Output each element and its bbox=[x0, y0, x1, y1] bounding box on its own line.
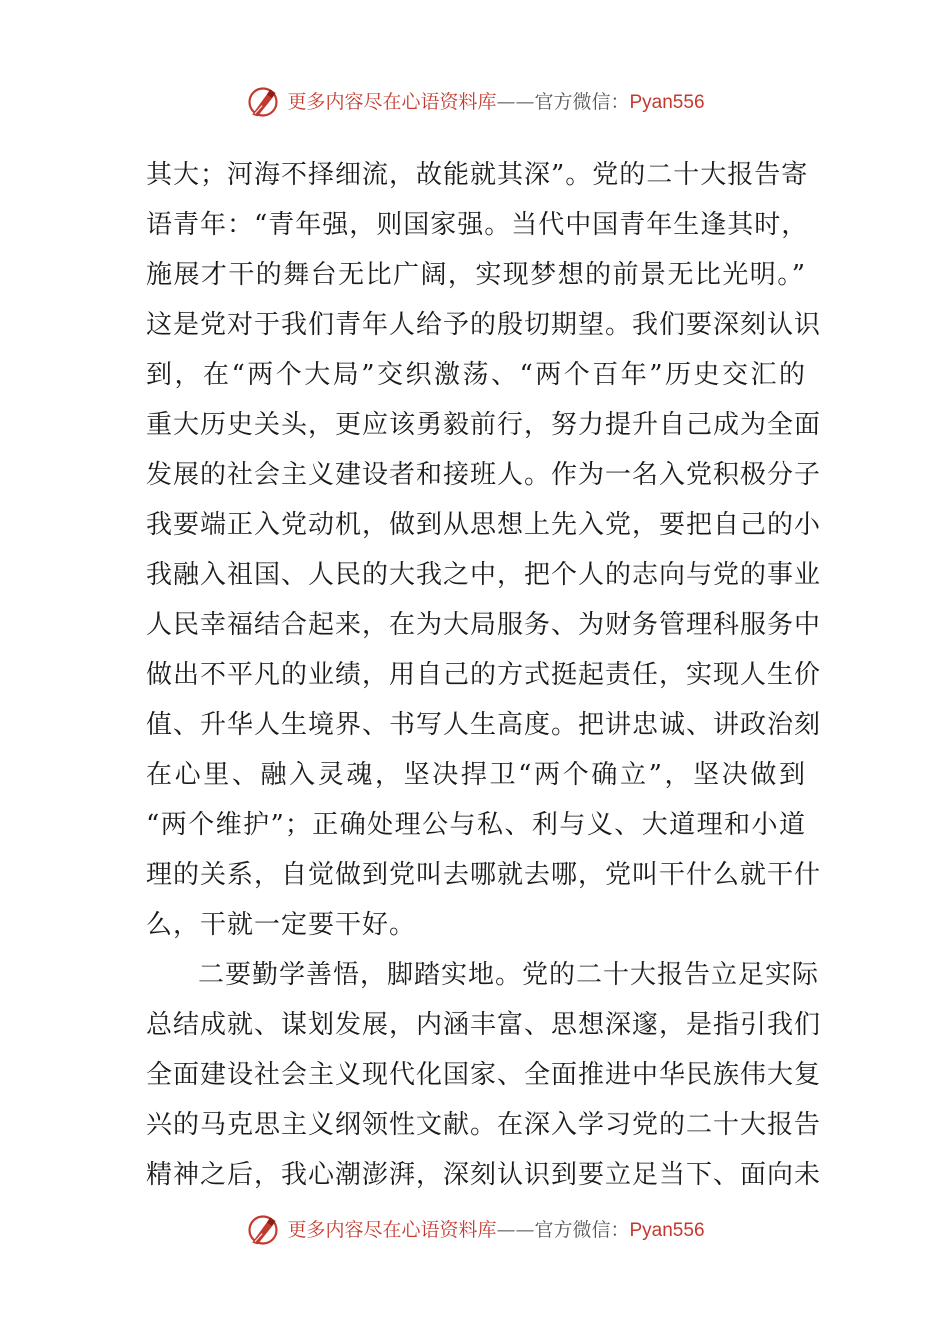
text-line: “两个维护”；正确处理公与私、利与义、大道理和小道 bbox=[146, 810, 806, 840]
text-line: 理的关系，自觉做到党叫去哪就去哪，党叫干什么就干什 bbox=[146, 860, 822, 890]
banner-text bbox=[287, 90, 704, 115]
banner-main-text: 更多内容尽在心语资料库 bbox=[287, 1218, 497, 1241]
text-line: 我融入祖国、人民的大我之中，把个人的志向与党的事业 bbox=[146, 560, 822, 590]
body-text bbox=[146, 150, 822, 1200]
text-line: 值、升华人生境界、书写人生高度。把讲忠诚、讲政治刻 bbox=[146, 710, 822, 740]
text-line: 施展才干的舞台无比广阔，实现梦想的前景无比光明。” bbox=[146, 260, 806, 290]
footer-banner bbox=[0, 1208, 950, 1252]
pen-nib-logo-icon bbox=[245, 84, 281, 120]
text-line: 这是党对于我们青年人给予的殷切期望。我们要深刻认识 bbox=[146, 310, 822, 340]
text-line: 总结成就、谋划发展，内涵丰富、思想深邃，是指引我们 bbox=[146, 1010, 822, 1040]
banner-main-text: 更多内容尽在心语资料库 bbox=[287, 90, 497, 113]
banner-wechat-label: 官方微信： bbox=[534, 1218, 630, 1241]
text-line: 其大；河海不择细流，故能就其深”。党的二十大报告寄 bbox=[146, 160, 809, 190]
banner-wechat-id: Pyan556 bbox=[629, 91, 705, 113]
pen-nib-logo-icon bbox=[245, 1212, 281, 1248]
text-line: 人民幸福结合起来，在为大局服务、为财务管理科服务中 bbox=[146, 610, 822, 640]
text-line: 发展的社会主义建设者和接班人。作为一名入党积极分子 bbox=[146, 460, 822, 490]
text-line: 精神之后，我心潮澎湃，深刻认识到要立足当下、面向未 bbox=[146, 1160, 822, 1190]
banner-separator: —— bbox=[496, 90, 535, 113]
text-line: 二要勤学善悟，脚踏实地。党的二十大报告立足实际 bbox=[198, 960, 820, 990]
text-line: 做出不平凡的业绩，用自己的方式挺起责任，实现人生价 bbox=[146, 660, 822, 690]
text-line: 语青年：“青年强，则国家强。当代中国青年生逢其时， bbox=[146, 210, 809, 240]
banner-separator: —— bbox=[496, 1218, 535, 1241]
text-line: 在心里、融入灵魂，坚决捍卫“两个确立”，坚决做到 bbox=[146, 760, 806, 790]
text-line: 重大历史关头，更应该勇毅前行，努力提升自己成为全面 bbox=[146, 410, 822, 440]
banner-text bbox=[287, 1218, 704, 1243]
header-banner bbox=[0, 80, 950, 124]
banner-wechat-label: 官方微信： bbox=[534, 90, 630, 113]
text-line: 全面建设社会主义现代化国家、全面推进中华民族伟大复 bbox=[146, 1060, 822, 1090]
banner-wechat-id: Pyan556 bbox=[629, 1219, 705, 1241]
text-line: 我要端正入党动机，做到从思想上先入党，要把自己的小 bbox=[146, 510, 822, 540]
text-line: 到，在“两个大局”交织激荡、“两个百年”历史交汇的 bbox=[146, 360, 806, 390]
text-line: 么，干就一定要干好。 bbox=[146, 910, 417, 940]
text-line: 兴的马克思主义纲领性文献。在深入学习党的二十大报告 bbox=[146, 1110, 822, 1140]
